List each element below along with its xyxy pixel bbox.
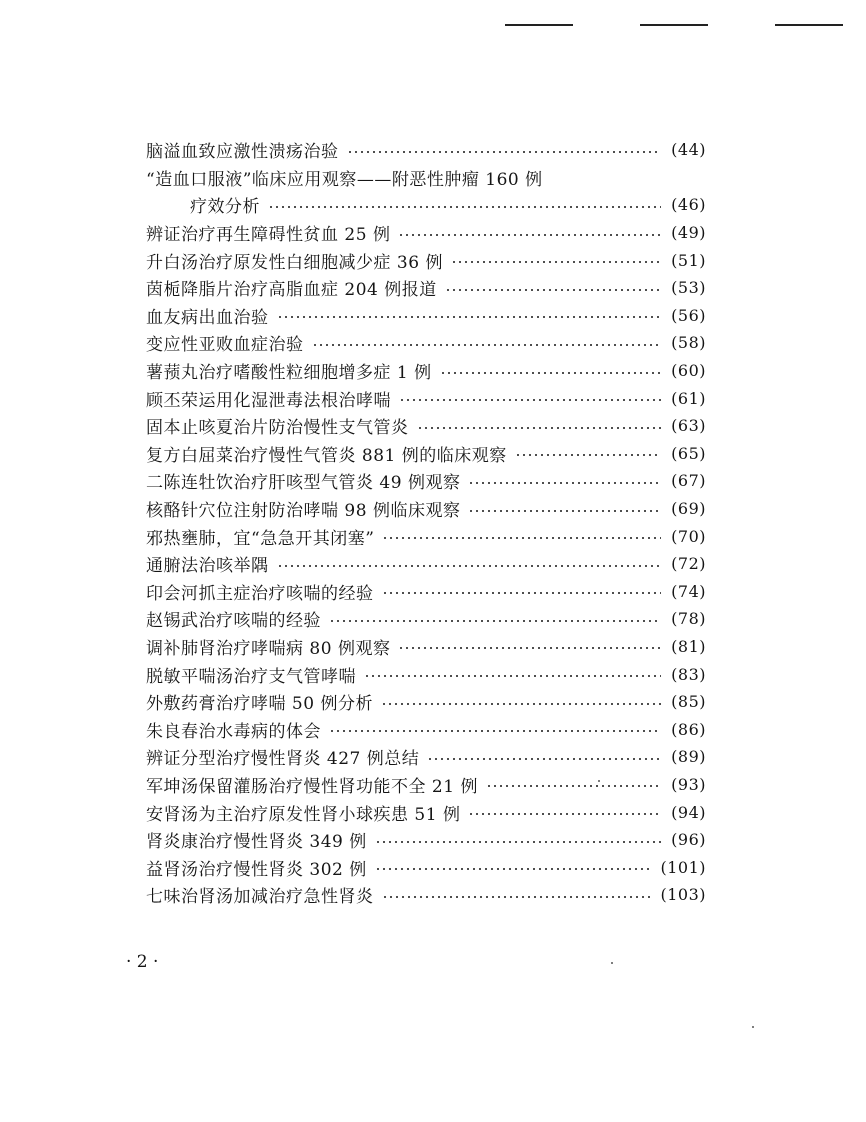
toc-entry-page: (96) [671, 830, 706, 850]
toc-entry-page: (69) [671, 499, 706, 519]
toc-entry-page: (94) [671, 802, 706, 822]
toc-entry [146, 384, 706, 412]
toc-entry [146, 826, 706, 854]
leader-dots [382, 592, 662, 594]
toc-entry [146, 219, 706, 247]
toc-entry-title: “造血口服液”临床应用观察——附恶性肿瘤 160 例 [146, 169, 543, 190]
toc-entry-title: 辨证分型治疗慢性肾炎 427 例总结 [146, 749, 420, 770]
toc-entry-page: (70) [671, 526, 706, 546]
toc-entry [146, 329, 706, 357]
toc-entry-title: 七味治肾汤加减治疗急性肾炎 [146, 887, 374, 908]
toc-entry-title: 脑溢血致应激性溃疡治验 [146, 142, 339, 163]
leader-dots [375, 868, 651, 870]
toc-entry [146, 550, 706, 578]
scan-speck [598, 780, 600, 782]
toc-entry-page: (51) [671, 250, 706, 270]
toc-entry-page: (63) [671, 416, 706, 436]
toc-entry-page: (44) [671, 140, 706, 160]
table-of-contents [146, 136, 706, 909]
toc-entry-title: 脱敏平喘汤治疗支气管哮喘 [146, 666, 356, 687]
toc-entry-title: 军坤汤保留灌肠治疗慢性肾功能不全 21 例 [146, 776, 478, 797]
toc-entry-title: 朱良春治水毒病的体会 [146, 721, 321, 742]
leader-dots [440, 372, 662, 374]
leader-dots [329, 730, 661, 732]
leader-dots [329, 620, 661, 622]
toc-entry-title: 安肾汤为主治疗原发性肾小球疾患 51 例 [146, 804, 461, 825]
toc-entry-title: 外敷药膏治疗哮喘 50 例分析 [146, 694, 373, 715]
leader-dots [382, 537, 661, 539]
toc-entry-page: (72) [671, 554, 706, 574]
toc-entry-title: 益肾汤治疗慢性肾炎 302 例 [146, 859, 367, 880]
toc-entry-title: 调补肺肾治疗哮喘病 80 例观察 [146, 638, 391, 659]
header-rule-1 [505, 24, 573, 26]
page-number: · 2 · [126, 952, 159, 972]
leader-dots [398, 647, 661, 649]
toc-entry [146, 771, 706, 799]
leader-dots [277, 565, 662, 567]
toc-entry [146, 495, 706, 523]
toc-entry-page: (49) [671, 223, 706, 243]
toc-entry-title: 变应性亚败血症治验 [146, 335, 304, 356]
toc-entry-page: (74) [671, 581, 706, 601]
toc-entry [146, 853, 706, 881]
toc-entry-page: (58) [671, 333, 706, 353]
toc-entry-page: (53) [671, 278, 706, 298]
scan-speck [752, 1026, 754, 1028]
toc-entry-title: 印会河抓主症治疗咳喘的经验 [146, 583, 374, 604]
toc-entry-title: 固本止咳夏治片防治慢性支气管炎 [146, 418, 409, 439]
toc-entry-page: (101) [660, 857, 706, 877]
toc-entry [146, 578, 706, 606]
toc-entry [146, 660, 706, 688]
toc-entry-title: 复方白屈菜治疗慢性气管炎 881 例的临床观察 [146, 445, 507, 466]
toc-entry-page: (85) [671, 692, 706, 712]
toc-entry-page: (61) [671, 388, 706, 408]
leader-dots [486, 785, 661, 787]
toc-entry-title: 邪热壅肺，宜“急急开其闭塞” [146, 528, 375, 549]
toc-entry [146, 274, 706, 302]
toc-entry-title: 辨证治疗再生障碍性贫血 25 例 [146, 225, 391, 246]
leader-dots [277, 316, 662, 318]
toc-entry [146, 136, 706, 164]
toc-entry-page: (93) [671, 774, 706, 794]
toc-entry [146, 633, 706, 661]
toc-entry-title: 顾丕荣运用化湿泄毒法根治哮喘 [146, 390, 391, 411]
toc-entry-title: 升白汤治疗原发性白细胞减少症 36 例 [146, 252, 443, 273]
leader-dots [468, 813, 661, 815]
leader-dots [451, 261, 661, 263]
leader-dots [268, 206, 661, 208]
toc-entry [146, 191, 706, 219]
leader-dots [375, 841, 661, 843]
toc-entry-page: (56) [671, 305, 706, 325]
toc-entry-page: (78) [671, 609, 706, 629]
toc-entry [146, 440, 706, 468]
leader-dots [398, 234, 661, 236]
toc-entry [146, 605, 706, 633]
toc-entry-title: 核酪针穴位注射防治哮喘 98 例临床观察 [146, 501, 461, 522]
leader-dots [381, 703, 661, 705]
toc-entry [146, 412, 706, 440]
toc-entry [146, 522, 706, 550]
toc-entry [146, 246, 706, 274]
leader-dots [445, 289, 661, 291]
leader-dots [468, 510, 661, 512]
toc-entry-title: 疗效分析 [190, 197, 260, 218]
toc-entry-title: 茵栀降脂片治疗高脂血症 204 例报道 [146, 280, 437, 301]
toc-entry-page: (81) [671, 636, 706, 656]
leader-dots [399, 399, 661, 401]
leader-dots [347, 151, 662, 153]
toc-entry [146, 164, 706, 192]
leader-dots [515, 454, 661, 456]
toc-entry [146, 467, 706, 495]
toc-entry-title: 血友病出血治验 [146, 307, 269, 328]
toc-entry-page: (86) [671, 719, 706, 739]
toc-entry-title: 赵锡武治疗咳喘的经验 [146, 611, 321, 632]
leader-dots [382, 896, 651, 898]
toc-entry-page: (103) [660, 885, 706, 905]
toc-entry-title: 薯蓣丸治疗嗜酸性粒细胞增多症 1 例 [146, 363, 432, 384]
toc-entry-page: (67) [671, 471, 706, 491]
leader-dots [468, 482, 661, 484]
leader-dots [427, 758, 661, 760]
toc-entry [146, 798, 706, 826]
leader-dots [364, 675, 661, 677]
toc-entry [146, 881, 706, 909]
toc-entry [146, 743, 706, 771]
toc-entry [146, 688, 706, 716]
leader-dots [417, 427, 662, 429]
toc-entry [146, 715, 706, 743]
leader-dots [312, 344, 662, 346]
header-rule-3 [775, 24, 843, 26]
header-rule-2 [640, 24, 708, 26]
toc-entry [146, 302, 706, 330]
toc-entry-page: (89) [671, 747, 706, 767]
toc-entry-page: (83) [671, 664, 706, 684]
scan-speck [611, 962, 613, 964]
toc-entry-page: (46) [671, 195, 706, 215]
toc-entry-page: (60) [671, 361, 706, 381]
toc-entry-page: (65) [671, 443, 706, 463]
toc-entry [146, 357, 706, 385]
toc-entry-title: 二陈连牡饮治疗肝咳型气管炎 49 例观察 [146, 473, 461, 494]
toc-entry-title: 肾炎康治疗慢性肾炎 349 例 [146, 832, 367, 853]
toc-entry-title: 通腑法治咳举隅 [146, 556, 269, 577]
